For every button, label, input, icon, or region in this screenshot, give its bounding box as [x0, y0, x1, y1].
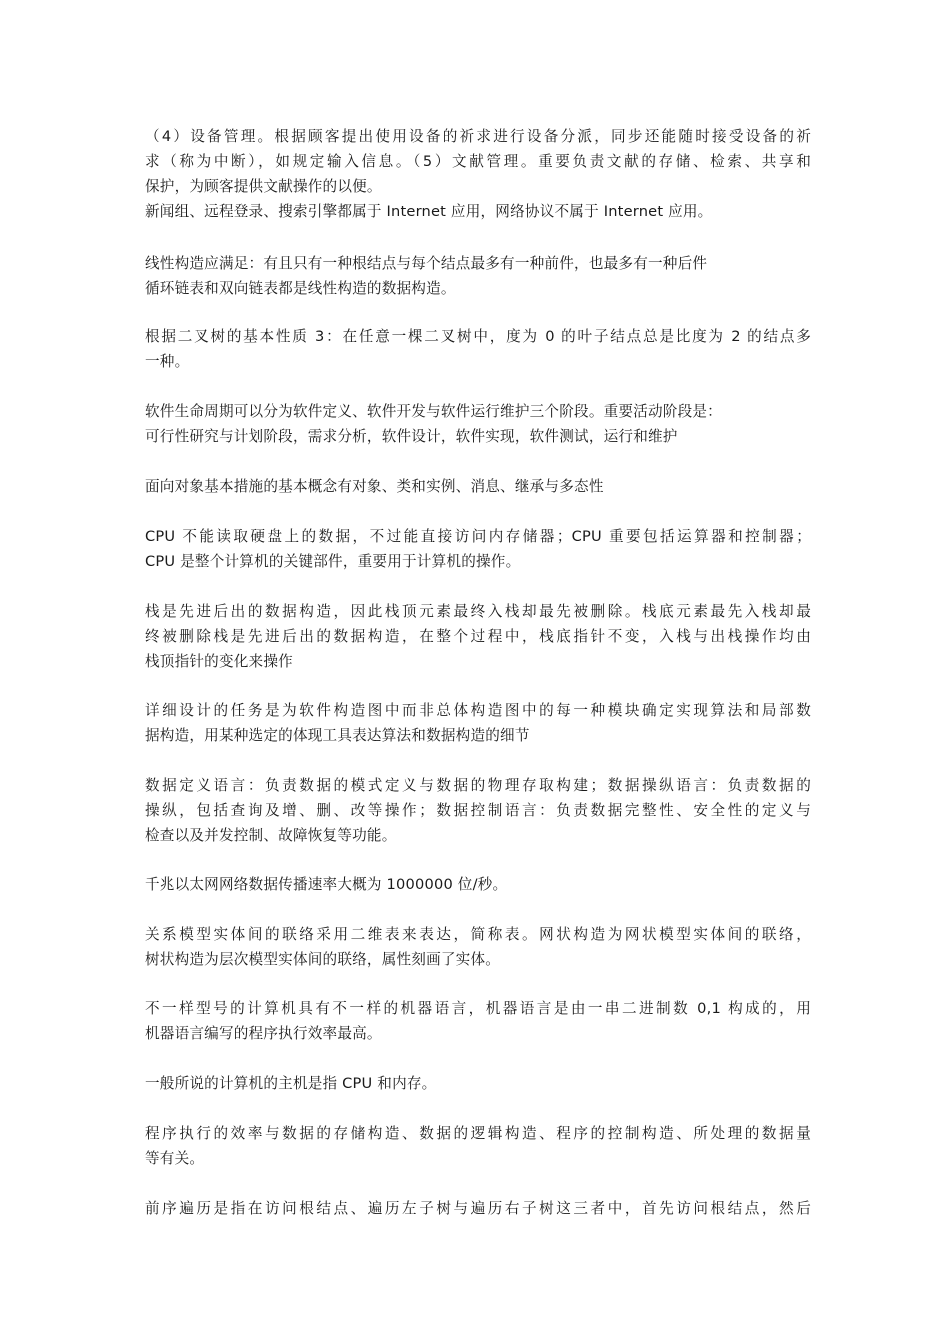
paragraph [145, 524, 811, 574]
text-line: 机器语言编写的程序执行效率最高。 [145, 1025, 382, 1042]
text-line: 前序遍历是指在访问根结点、遍历左子树与遍历右子树这三者中，首先访问根结点，然后 [145, 1200, 811, 1217]
text-line: CPU 不能读取硬盘上的数据，不过能直接访问内存储器；CPU 重要包括运算器和控制器； [145, 528, 811, 545]
paragraph [145, 872, 811, 897]
text-line: 新闻组、远程登录、搜索引擎都属于 Internet 应用，网络协议不属于 Internet 应用。 [145, 203, 713, 220]
text-line: 数据定义语言：负责数据的模式定义与数据的物理存取构建；数据操纵语言：负责数据的 [145, 777, 811, 794]
text-line: 栈顶指针的变化来操作 [145, 653, 293, 670]
text-line: 一般所说的计算机的主机是指 CPU 和内存。 [145, 1075, 437, 1092]
text-line: 线性构造应满足：有且只有一种根结点与每个结点最多有一种前件，也最多有一种后件 [145, 255, 708, 272]
paragraph [145, 474, 811, 499]
text-line: 终被删除栈是先进后出的数据构造，在整个过程中，栈底指针不变，入栈与出栈操作均由 [145, 628, 811, 645]
text-line: （4）设备管理。根据顾客提出使用设备的祈求进行设备分派，同步还能随时接受设备的祈 [145, 128, 811, 145]
paragraph [145, 399, 811, 449]
text-line: 保护，为顾客提供文献操作的以便。 [145, 178, 382, 195]
text-line: 千兆以太网网络数据传播速率大概为 1000000 位/秒。 [145, 876, 508, 893]
text-line: 栈是先进后出的数据构造，因此栈顶元素最终入栈却最先被删除。栈底元素最先入栈却最 [145, 603, 811, 620]
text-line: 软件生命周期可以分为软件定义、软件开发与软件运行维护三个阶段。重要活动阶段是： [145, 403, 722, 420]
text-line: 据构造，用某种选定的体现工具表达算法和数据构造的细节 [145, 727, 530, 744]
paragraph [145, 1071, 811, 1096]
text-line: 面向对象基本措施的基本概念有对象、类和实例、消息、继承与多态性 [145, 478, 604, 495]
paragraph [145, 996, 811, 1046]
paragraph [145, 599, 811, 674]
text-line: 根据二叉树的基本性质 3：在任意一棵二叉树中，度为 0 的叶子结点总是比度为 2 的结点多 [145, 328, 811, 345]
text-line: 关系模型实体间的联络采用二维表来表达，简称表。网状构造为网状模型实体间的联络， [145, 926, 811, 943]
text-line: 一种。 [145, 353, 190, 370]
text-line: 循环链表和双向链表都是线性构造的数据构造。 [145, 280, 456, 297]
paragraph [145, 124, 811, 224]
text-line: 可行性研究与计划阶段，需求分析，软件设计，软件实现，软件测试，运行和维护 [145, 428, 678, 445]
text-line: 树状构造为层次模型实体间的联络，属性刻画了实体。 [145, 951, 501, 968]
paragraph [145, 773, 811, 848]
text-line: 详细设计的任务是为软件构造图中而非总体构造图中的每一种模块确定实现算法和局部数 [145, 702, 811, 719]
paragraph [145, 1196, 811, 1221]
text-line: 求（称为中断），如规定输入信息。（5）文献管理。重要负责文献的存储、检索、共享和 [145, 153, 811, 170]
text-line: 操纵，包括查询及增、删、改等操作；数据控制语言：负责数据完整性、安全性的定义与 [145, 802, 811, 819]
text-line: CPU 是整个计算机的关键部件，重要用于计算机的操作。 [145, 553, 521, 570]
paragraph [145, 324, 811, 374]
text-line: 检查以及并发控制、故障恢复等功能。 [145, 827, 397, 844]
paragraph [145, 251, 811, 301]
text-line: 等有关。 [145, 1150, 205, 1167]
text-line: 程序执行的效率与数据的存储构造、数据的逻辑构造、程序的控制构造、所处理的数据量 [145, 1125, 811, 1142]
paragraph [145, 1121, 811, 1171]
text-line: 不一样型号的计算机具有不一样的机器语言，机器语言是由一串二进制数 0,1 构成的，用 [145, 1000, 811, 1017]
paragraph [145, 698, 811, 748]
paragraph [145, 922, 811, 972]
